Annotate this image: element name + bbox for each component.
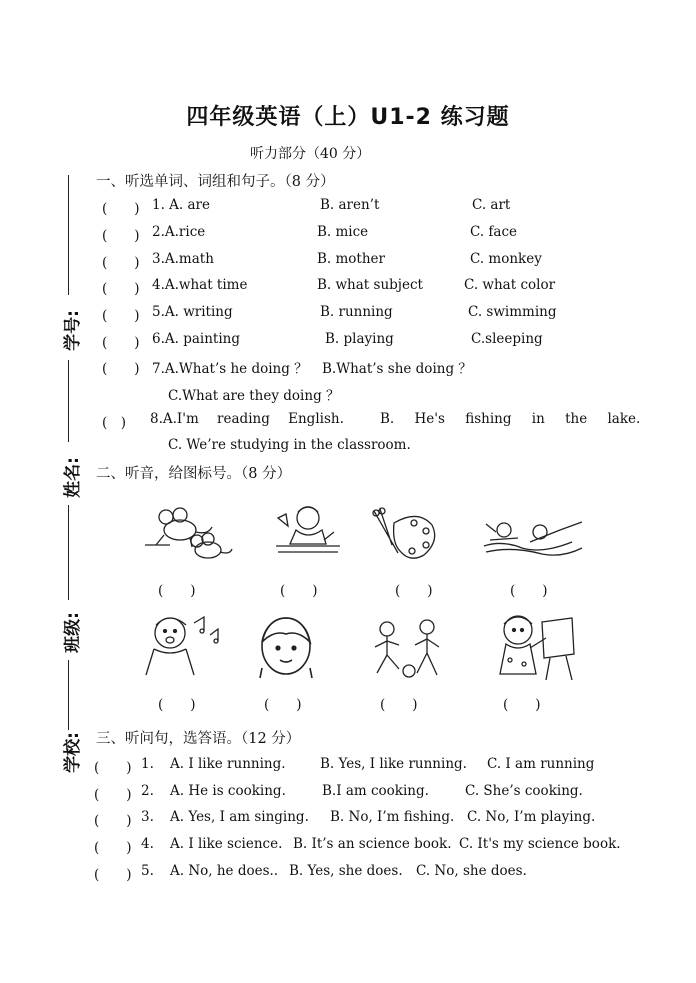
option-b: B.What’s she doing ？ xyxy=(322,361,472,377)
option-b: B. what subject xyxy=(317,277,423,293)
option-b: B. Yes, she does. xyxy=(289,863,403,879)
option-c: C. She’s cooking. xyxy=(465,783,583,799)
section2-heading: 二、听音，给图标号。（8 分） xyxy=(96,466,292,482)
girl-face-icon xyxy=(254,612,318,680)
option-c: C. what color xyxy=(464,277,556,293)
option-b: B. aren’t xyxy=(320,197,380,213)
item-number: 2. xyxy=(141,783,154,799)
option-a: A. Yes, I am singing. xyxy=(170,809,309,825)
option-b: B. He's fishing in the lake. xyxy=(380,411,641,427)
answer-blank[interactable]: ( ) xyxy=(102,228,140,244)
option-c: C. swimming xyxy=(468,304,557,320)
paint-palette-icon xyxy=(370,505,440,567)
option-a: 5.A. writing xyxy=(152,304,233,320)
option-a: 2.A.rice xyxy=(152,224,206,240)
option-c: C. monkey xyxy=(470,251,542,267)
option-a: A. I like science. xyxy=(170,836,283,852)
option-c: C. No, she does. xyxy=(416,863,527,879)
option-c: C. I am running xyxy=(487,756,595,772)
football-kids-icon xyxy=(365,617,455,681)
option-a: 6.A. painting xyxy=(152,331,240,347)
answer-blank[interactable]: ( ) xyxy=(102,361,140,377)
picture-blank-3[interactable]: ( ) xyxy=(395,583,433,599)
option-b: B. mother xyxy=(317,251,385,267)
painting-girl-icon xyxy=(490,608,580,683)
answer-blank[interactable]: ( ) xyxy=(94,813,132,829)
answer-blank[interactable]: ( ) xyxy=(102,308,140,324)
mice-icon xyxy=(140,505,235,565)
section3-heading: 三、听问句，选答语。（12 分） xyxy=(96,731,301,747)
item-number: 4. xyxy=(141,836,154,852)
picture-blank-6[interactable]: ( ) xyxy=(264,697,302,713)
option-b: B. No, I’m fishing. xyxy=(330,809,455,825)
option-a: A. No, he does.. xyxy=(170,863,279,879)
option-b: B. playing xyxy=(325,331,394,347)
item-number: 3. xyxy=(141,809,154,825)
side-label-class: 班级: xyxy=(62,612,83,653)
option-b: B. mice xyxy=(317,224,369,240)
option-c: C. face xyxy=(470,224,518,240)
answer-blank[interactable]: ( ) xyxy=(94,867,132,883)
option-a: 3.A.math xyxy=(152,251,214,267)
answer-blank[interactable]: ( ) xyxy=(94,760,132,776)
option-c: C.sleeping xyxy=(471,331,543,347)
picture-blank-5[interactable]: ( ) xyxy=(158,697,196,713)
writing-boy-icon xyxy=(268,500,348,560)
answer-blank[interactable]: ( ) xyxy=(102,415,127,431)
side-label-student-number: 学号: xyxy=(62,310,83,351)
answer-blank[interactable]: ( ) xyxy=(102,255,140,271)
divider-line xyxy=(68,360,69,442)
option-a: 7.A.What’s he doing ？ xyxy=(152,361,308,377)
option-b: B. Yes, I like running. xyxy=(320,756,467,772)
option-b: B.I am cooking. xyxy=(322,783,429,799)
section1-heading: 一、听选单词、词组和句子。（8 分） xyxy=(96,174,335,190)
picture-blank-1[interactable]: ( ) xyxy=(158,583,196,599)
picture-blank-4[interactable]: ( ) xyxy=(510,583,548,599)
divider-line xyxy=(68,660,69,730)
answer-blank[interactable]: ( ) xyxy=(102,335,140,351)
item-number: 1. xyxy=(141,756,154,772)
option-c: C. It's my science book. xyxy=(459,836,621,852)
picture-blank-8[interactable]: ( ) xyxy=(503,697,541,713)
singing-boy-icon xyxy=(132,605,222,680)
divider-line xyxy=(68,505,69,600)
side-label-name: 姓名: xyxy=(62,457,83,498)
option-b: B. running xyxy=(320,304,393,320)
item-number: 5. xyxy=(141,863,154,879)
option-a: 1. A. are xyxy=(152,197,210,213)
divider-line xyxy=(68,175,69,295)
page-title: 四年级英语（上）U1-2 练习题 xyxy=(186,105,510,130)
answer-blank[interactable]: ( ) xyxy=(94,840,132,856)
option-a: 8.A.I'm reading English. xyxy=(150,411,344,427)
option-c: C.What are they doing ？ xyxy=(168,388,340,404)
answer-blank[interactable]: ( ) xyxy=(94,787,132,803)
option-a: A. I like running. xyxy=(170,756,286,772)
side-label-school: 学校: xyxy=(62,732,83,773)
page-subtitle: 听力部分（40 分） xyxy=(250,146,371,162)
option-c: C. art xyxy=(472,197,511,213)
option-b: B. It’s an science book. xyxy=(293,836,452,852)
answer-blank[interactable]: ( ) xyxy=(102,201,140,217)
swimming-kids-icon xyxy=(482,510,587,560)
option-c: C. We’re studying in the classroom. xyxy=(168,437,411,453)
option-a: A. He is cooking. xyxy=(170,783,286,799)
option-c: C. No, I’m playing. xyxy=(467,809,596,825)
picture-blank-2[interactable]: ( ) xyxy=(280,583,318,599)
answer-blank[interactable]: ( ) xyxy=(102,281,140,297)
picture-blank-7[interactable]: ( ) xyxy=(380,697,418,713)
option-a: 4.A.what time xyxy=(152,277,248,293)
